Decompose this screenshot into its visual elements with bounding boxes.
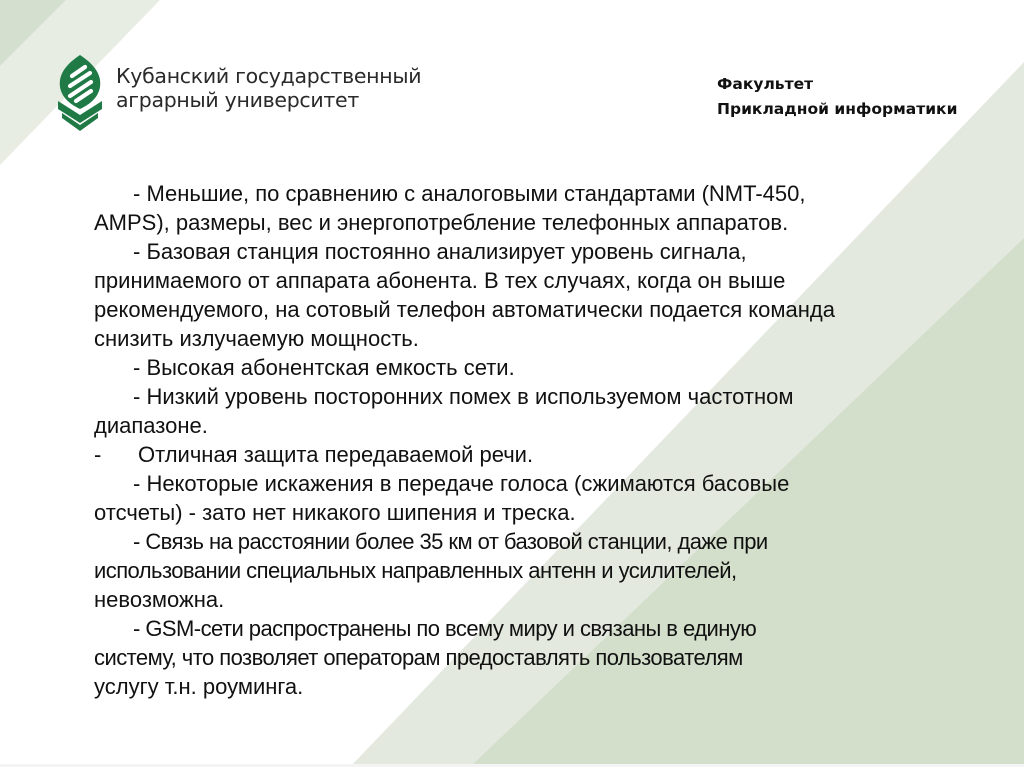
slide-body-text	[94, 179, 835, 701]
body-text-line	[94, 237, 835, 266]
body-text-line	[94, 469, 835, 498]
body-text-line-content: - Связь на расстоянии более 35 км от базовой станции, даже при	[133, 529, 768, 554]
body-text-line-content: принимаемого от аппарата абонента. В тех случаях, когда он выше	[94, 268, 786, 293]
body-text-line	[94, 324, 835, 353]
body-text-line-content: - GSM-сети распространены по всему миру и связаны в единую	[133, 616, 757, 641]
body-text-line-content: - Базовая станция постоянно анализирует уровень сигнала,	[133, 239, 747, 264]
body-text-line	[94, 382, 835, 411]
body-text-line-content: использовании специальных направленных антенн и усилителей,	[94, 558, 737, 583]
body-text-line	[94, 614, 835, 643]
body-text-line-content: невозможна.	[94, 587, 225, 612]
body-text-line	[94, 643, 835, 672]
body-text-line	[94, 411, 835, 440]
faculty-line1: Факультет	[717, 75, 814, 93]
body-text-line	[94, 672, 835, 701]
body-text-line	[94, 295, 835, 324]
body-text-line-content: услугу т.н. роуминга.	[94, 674, 304, 699]
body-text-line	[94, 585, 835, 614]
university-name-line2: аграрный университет	[116, 88, 360, 112]
body-text-line-content: снизить излучаемую мощность.	[94, 326, 419, 351]
body-text-line-content: отсчеты) - зато нет никакого шипения и треска.	[94, 500, 576, 525]
faculty-line2: Прикладной информатики	[717, 100, 958, 118]
university-name	[116, 64, 421, 112]
body-text-line	[94, 527, 835, 556]
body-text-line-content: Отличная защита передаваемой речи.	[138, 442, 534, 467]
body-text-line-content: - Меньшие, по сравнению с аналоговыми стандартами (NMT-450,	[133, 181, 806, 206]
body-text-line	[94, 353, 835, 382]
body-text-line-content: - Высокая абонентская емкость сети.	[133, 355, 515, 380]
body-text-line	[94, 208, 835, 237]
body-text-line-content: - Некоторые искажения в передаче голоса (сжимаются басовые	[133, 471, 790, 496]
body-text-line-content: - Низкий уровень посторонних помех в используемом частотном	[133, 384, 794, 409]
body-text-line	[94, 556, 835, 585]
bullet-dash: -	[94, 442, 102, 467]
university-name-line1: Кубанский государственный	[116, 64, 422, 88]
body-text-line-content: диапазоне.	[94, 413, 208, 438]
university-logo-icon	[58, 55, 102, 131]
body-text-line	[94, 498, 835, 527]
body-text-line-content: систему, что позволяет операторам предоставлять пользователям	[94, 645, 743, 670]
body-text-line	[94, 440, 835, 469]
faculty-title	[717, 72, 957, 122]
body-text-line-content: AMPS), размеры, вес и энергопотребление телефонных аппаратов.	[94, 210, 789, 235]
body-text-line	[94, 266, 835, 295]
body-text-line-content: рекомендуемого, на сотовый телефон автоматически подается команда	[94, 297, 835, 322]
body-text-line	[94, 179, 835, 208]
